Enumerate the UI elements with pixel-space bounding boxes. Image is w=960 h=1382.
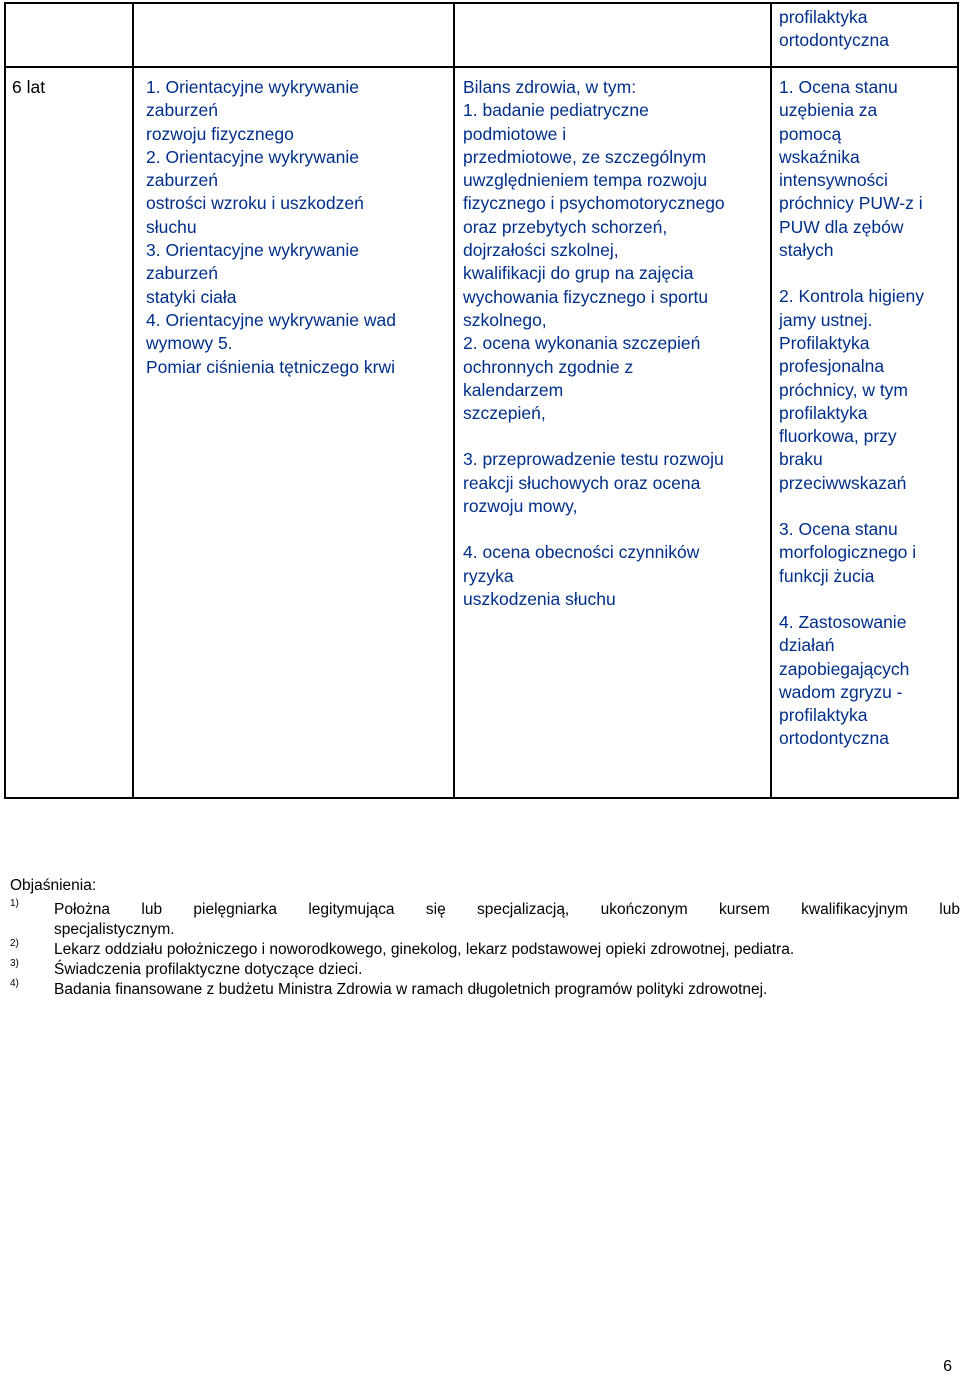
footnote-text: Świadczenia profilaktyczne dotyczące dzieci. (54, 961, 363, 978)
table-col-divider-1 (132, 2, 134, 799)
table-bottom-border (4, 797, 959, 799)
age-cell (12, 76, 127, 99)
footnotes-title: Objaśnienia: (10, 877, 97, 894)
dental-text-1: 1. Ocena stanu uzębienia za pomocą wskaźnika intensywności próchnicy PUW-z i PUW dla zębów stałych (779, 77, 923, 261)
table-right-border (957, 2, 959, 799)
top-row-right-text: profilaktyka ortodontyczna (779, 7, 889, 51)
footnote-2 (10, 940, 960, 960)
footnote-marker: 1) (10, 898, 19, 909)
health-check-text-2: 3. przeprowadzenie testu rozwoju reakcji słuchowych oraz ocena rozwoju mowy, (463, 449, 724, 517)
dental-text-4: 4. Zastosowanie działań zapobiegających wadom zgryzu - profilaktyka ortodontyczna (779, 611, 910, 749)
footnote-text: Położna lub pielęgniarka legitymująca się specjalizacją, ukończonym kursem kwalifikacyjnym lub (54, 901, 960, 918)
dental-text-2: 2. Kontrola higieny jamy ustnej. Profilaktyka profesjonalna próchnicy, w tym profilaktyka fluorkowa, przy braku przeciwwskazań (779, 286, 924, 493)
footnotes (10, 876, 960, 1000)
footnote-text: Lekarz oddziału położniczego i noworodkowego, ginekolog, lekarz podstawowej opieki zdrowotnej, pediatra. (54, 941, 795, 958)
table-row-divider (4, 66, 959, 68)
footnote-marker: 2) (10, 938, 19, 949)
footnote-text-continued: specjalistycznym. (54, 921, 175, 938)
screening-cell (146, 76, 451, 379)
health-check-text-3: 4. ocena obecności czynników ryzyka uszkodzenia słuchu (463, 542, 700, 609)
footnote-text: Badania finansowane z budżetu Ministra Zdrowia w ramach długoletnich programów polityki zdrowotnej. (54, 981, 768, 998)
age-label: 6 lat (12, 77, 46, 97)
table-left-border (4, 2, 6, 799)
schedule-table (4, 2, 959, 799)
top-row-right-cell (779, 6, 954, 53)
dental-cell (779, 76, 957, 751)
health-check-text-1: Bilans zdrowia, w tym: 1. badanie pediatryczne podmiotowe i przedmiotowe, ze szczególnym uwzględnieniem tempa rozwoju fizycznego i psychomotorycznego oraz przebytych schorzeń, dojrzałości szkolnej, kwalifikacji do grup na zajęcia wychowania fizycznego i sportu szkolnego, 2. ocena wykonania szczepień ochronnych zgodnie z kalendarzem szczepień, (463, 77, 725, 424)
dental-text-3: 3. Ocena stanu morfologicznego i funkcji żucia (779, 519, 917, 586)
footnote-1 (10, 900, 960, 940)
health-check-cell (463, 76, 768, 611)
footnote-4 (10, 980, 960, 1000)
footnote-marker: 4) (10, 978, 19, 989)
table-col-divider-2 (453, 2, 455, 799)
table-col-divider-3 (770, 2, 772, 799)
page-number: 6 (943, 1358, 952, 1375)
table-top-border (4, 2, 959, 4)
footnote-marker: 3) (10, 958, 19, 969)
footnote-3 (10, 960, 960, 980)
screening-text: 1. Orientacyjne wykrywanie zaburzeń rozwoju fizycznego 2. Orientacyjne wykrywanie zaburzeń ostrości wzroku i uszkodzeń słuchu 3. Orientacyjne wykrywanie zaburzeń statyki ciała 4. Orientacyjne wykrywanie wad wymowy 5. Pomiar ciśnienia tętniczego krwi (146, 77, 396, 377)
